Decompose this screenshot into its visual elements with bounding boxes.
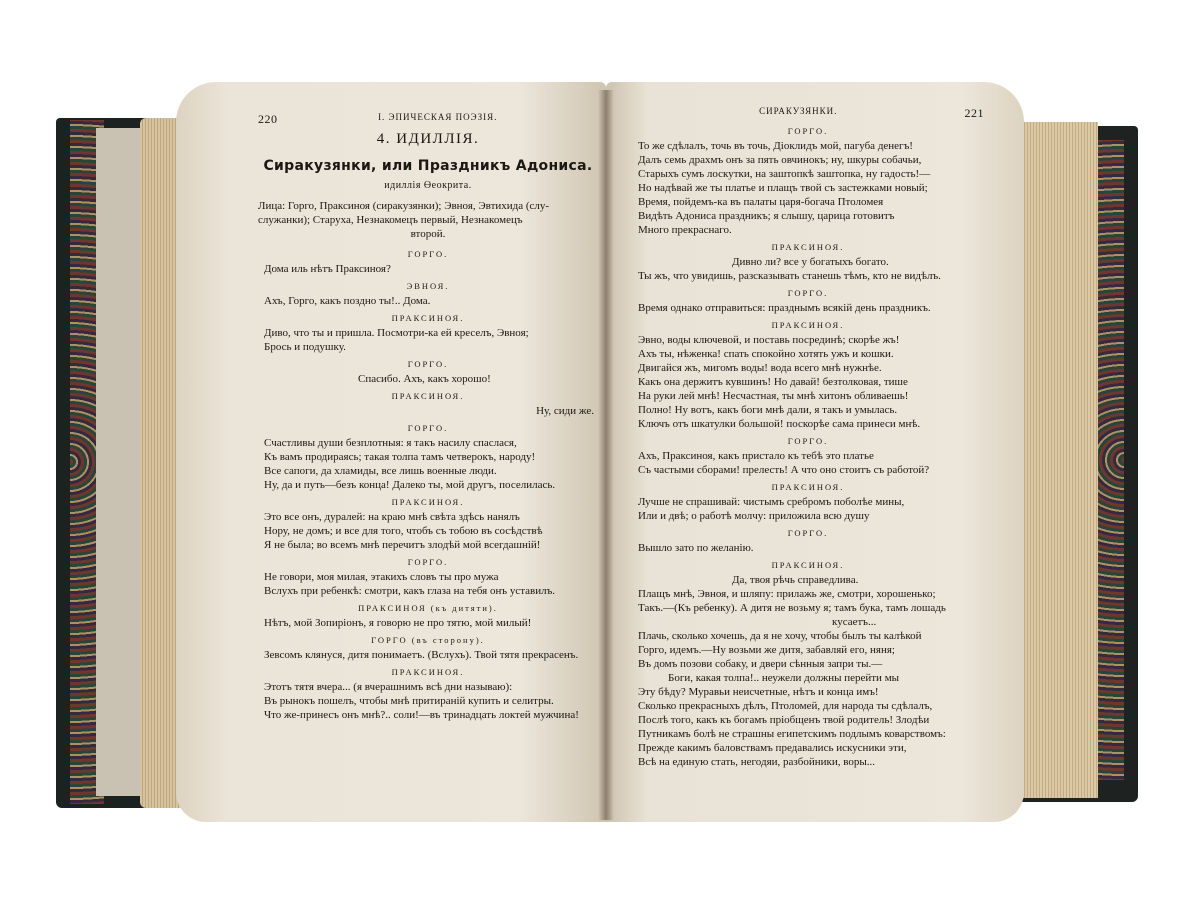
verse-line: Плащъ мнѣ, Эвноя, и шляпу: прилажь же, смотри, хорошенько; [638, 588, 936, 600]
verse-line: Зевсомъ клянуся, дитя понимаетъ. (Вслухъ). Твой тятя прекрасенъ. [264, 649, 579, 661]
dramatis-line: второй. [410, 228, 446, 240]
speaker-name: ПРАКСИНОЯ. [771, 482, 845, 492]
verse-line: Дивно ли? все у богатыхъ богато. [732, 256, 889, 268]
verse-line: Диво, что ты и пришла. Посмотри-ка ей креселъ, Эвноя; [264, 327, 529, 339]
speaker-name: ПРАКСИНОЯ. [391, 313, 465, 323]
verse-line: Это все онъ, дуралей: на краю мнѣ свѣта здѣсь нанялъ [264, 511, 520, 523]
speaker-name: ПРАКСИНОЯ. [771, 320, 845, 330]
verse-line: Видѣть Адониса праздникъ; я слышу, царица готовитъ [638, 210, 895, 222]
verse-line: Время однако отправиться: празднымъ всякій день праздникъ. [638, 302, 931, 314]
verse-line: Двигайся жъ, мигомъ воды! вода всего мнѣ нужнѣе. [638, 362, 882, 374]
poem-subtitle: идиллія Өеокрита. [384, 180, 472, 191]
verse-line: Горго, идемъ.—Ну возьми же дитя, забавляй его, няня; [638, 644, 895, 656]
speaker-name: ГОРГО. [407, 249, 449, 259]
verse-line: Съ частыми сборами! прелесть! А что оно стоитъ съ работой? [638, 464, 930, 476]
dramatis-line: Лица: Горго, Праксиноя (сиракузянки); Эвноя, Эвтихида (слу- [258, 200, 550, 212]
verse-line: Старыхъ сумъ лоскутки, на заштопкѣ заштопка, ну гадость!— [638, 168, 931, 180]
poem-title: Сиракузянки, или Праздникъ Адониса. [263, 158, 593, 174]
verse-line: кусаетъ... [832, 616, 877, 628]
right-page-header [632, 106, 984, 121]
verse-line: Вслухъ при ребенкѣ: смотри, какъ глаза на тебя онъ уставилъ. [264, 585, 556, 597]
verse-line: Но надѣвай же ты платье и плащъ твой съ застежками новый; [638, 182, 928, 194]
verse-line: Въ домъ позови собаку, и двери сѣнныя запри ты.— [638, 658, 883, 670]
verse-line: Брось и подушку. [264, 341, 346, 353]
section-heading: 4. ИДИЛЛІЯ. [376, 131, 480, 147]
verse-line: Эвно, воды ключевой, и поставь посрединѣ; скорѣе жъ! [638, 334, 900, 346]
left-page-text [258, 249, 598, 722]
verse-line: На руки лей мнѣ! Несчастная, ты мнѣ хитонъ обливаешь! [638, 390, 909, 402]
speaker-name: ГОРГО. [787, 288, 829, 298]
speaker-name: ГОРГО. [407, 557, 449, 567]
speaker-name: ГОРГО. [787, 436, 829, 446]
page-number: 220 [258, 112, 278, 126]
speaker-name: ПРАКСИНОЯ. [391, 667, 465, 677]
dramatis-personae [258, 199, 598, 241]
verse-line: Прежде какимъ баловствамъ предавались искусники эти, [638, 742, 907, 754]
speaker-name: ГОРГО (въ сторону). [371, 635, 485, 645]
verse-line: Къ вамъ продираясь; такая толпа тамъ четверокъ, народу! [264, 451, 536, 463]
verse-line: Время, пойдемъ-ка въ палаты царя-богача Птоломея [638, 196, 884, 208]
left-page [176, 82, 606, 822]
verse-line: Лучше не спрашивай: чистымъ сребромъ поболѣе мины, [638, 496, 905, 508]
verse-line: Да, твоя рѣчь справедлива. [732, 574, 859, 586]
speaker-name: ПРАКСИНОЯ. [391, 391, 465, 401]
speaker-name: ПРАКСИНОЯ. [391, 497, 465, 507]
left-page-header [258, 112, 598, 127]
running-head: СИРАКУЗЯНКИ. [759, 106, 838, 116]
verse-line: Какъ она держитъ кувшинъ! Но давай! безтолковая, тише [638, 376, 908, 388]
verse-line: Не говори, моя милая, этакихъ словъ ты про мужа [264, 571, 499, 583]
verse-line: Много прекраснаго. [638, 224, 732, 236]
verse-line: Ключъ отъ шкатулки большой! поскорѣе сама принеси мнѣ. [638, 418, 921, 430]
speaker-name: ГОРГО. [407, 423, 449, 433]
speaker-name: ПРАКСИНОЯ. [771, 560, 845, 570]
speaker-name: ГОРГО. [787, 528, 829, 538]
page-number: 221 [964, 106, 984, 120]
verse-line: Спасибо. Ахъ, какъ хорошо! [358, 373, 491, 385]
verse-line: Или и двѣ; о работѣ молчу: приложила всю душу [638, 510, 870, 522]
verse-line: Эту бѣду? Муравьи неисчетные, нѣтъ и конца имъ! [638, 686, 879, 698]
verse-line: Дома иль нѣтъ Праксиноя? [264, 263, 391, 275]
verse-line: Ахъ ты, нѣженка! спать спокойно хотять ужъ и кошки. [638, 348, 894, 360]
speaker-name: ПРАКСИНОЯ (къ дитяти). [358, 603, 498, 613]
verse-line: Всѣ на единую стать, негодяи, разбойники, воры... [638, 756, 875, 768]
speaker-name: ГОРГО. [787, 126, 829, 136]
speaker-name: ЭВНОЯ. [406, 281, 450, 291]
verse-line: Въ рынокъ пошелъ, чтобы мнѣ притиранiй купить и селитры. [264, 695, 554, 707]
verse-line: Что же-принесъ онъ мнѣ?.. соли!—въ тринадцать локтей мужчина! [264, 709, 579, 721]
speaker-name: ПРАКСИНОЯ. [771, 242, 845, 252]
verse-line: Я не была; во всемъ мнѣ перечитъ злодѣй мой всегдашній! [264, 539, 541, 551]
speaker-name: ГОРГО. [407, 359, 449, 369]
verse-line: Нѣтъ, мой Зопиріонъ, я говорю не про тятю, мой милый! [264, 617, 532, 629]
verse-line: Полно! Ну вотъ, какъ боги мнѣ дали, я такъ и умылась. [638, 404, 898, 416]
verse-line: То же сдѣлалъ, точь въ точь, Діоклидъ мой, пагуба денегъ! [638, 140, 913, 152]
book-gutter [598, 90, 614, 820]
verse-line: Ну, да и путь—безъ конца! Далеко ты, мой другъ, поселилась. [264, 479, 556, 491]
verse-line: Вышло зато по желанію. [638, 542, 754, 554]
running-head: I. ЭПИЧЕСКАЯ ПОЭЗІЯ. [378, 112, 498, 122]
verse-line: Послѣ того, какъ къ богамъ пріобщенъ твой родитель! Злодѣи [638, 714, 930, 726]
verse-line: Все сапоги, да хламиды, все лишь военные люди. [264, 465, 497, 477]
verse-line: Путникамъ болѣ не страшны египетскимъ подлымъ коварствомъ: [638, 728, 946, 740]
dramatis-line: служанки); Старуха, Незнакомецъ первый, Незнакомецъ [258, 214, 523, 226]
verse-line: Боги, какая толпа!.. неужели должны перейти мы [668, 672, 900, 684]
verse-line: Ну, сиди же. [536, 405, 594, 417]
verse-line: Нору, не домъ; и все для того, чтобъ съ тобою въ сосѣдствѣ [264, 525, 543, 537]
right-page-text [632, 126, 984, 769]
verse-line: Такъ.—(Къ ребенку). А дитя не возьму я; тамъ бука, тамъ лошадь [638, 602, 946, 614]
verse-line: Этотъ тятя вчера... (я вчерашнимъ всѣ дни называю): [264, 681, 513, 693]
verse-line: Ахъ, Горго, какъ поздно ты!.. Дома. [264, 295, 431, 307]
right-page [606, 82, 1024, 822]
verse-line: Плачь, сколько хочешь, да я не хочу, чтобы былъ ты калѣкой [638, 630, 922, 642]
verse-line: Ты жъ, что увидишь, разсказывать станешь тѣмъ, кто не видѣлъ. [638, 270, 941, 282]
verse-line: Далъ семь драхмъ онъ за пять овчинокъ; ну, шкуры собачьи, [638, 154, 922, 166]
verse-line: Сколько прекрасныхъ дѣлъ, Птоломей, для народа ты сдѣлалъ, [638, 700, 933, 712]
verse-line: Счастливы души безплотныя: я такъ насилу спаслася, [264, 437, 517, 449]
verse-line: Ахъ, Праксиноя, какъ пристало къ тебѣ это платье [638, 450, 874, 462]
